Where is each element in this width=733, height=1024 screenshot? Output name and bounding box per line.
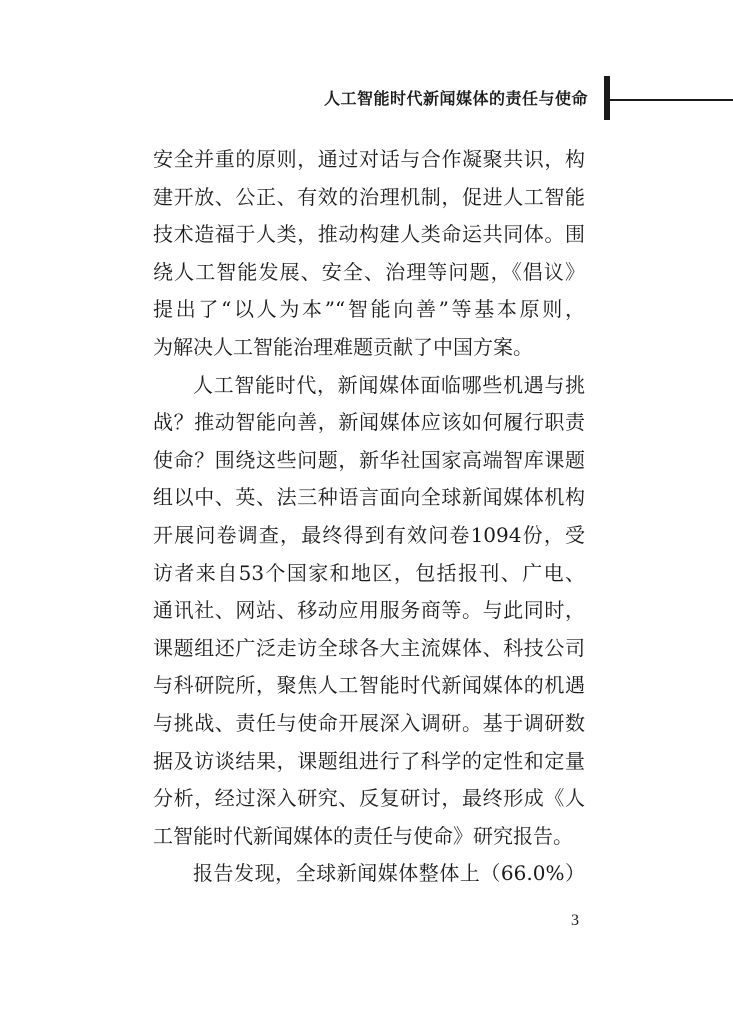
text-line: 技术造福于人类，推动构建人类命运共同体。围 — [153, 222, 585, 247]
header-rule — [610, 99, 733, 101]
text-line: 开展问卷调查，最终得到有效问卷1094份，受 — [153, 522, 585, 547]
text-line: 组以中、英、法三种语言面向全球新闻媒体机构 — [153, 485, 585, 510]
text-line: 为解决人工智能治理难题贡献了中国方案。 — [153, 334, 533, 359]
running-header-title: 人工智能时代新闻媒体的责任与使命 — [323, 89, 588, 108]
header-vertical-bar — [604, 76, 610, 120]
text-line: 人工智能时代，新闻媒体面临哪些机遇与挑 — [193, 372, 585, 397]
text-line: 安全并重的原则，通过对话与合作凝聚共识，构 — [153, 147, 585, 171]
text-line: 分析，经过深入研究、反复研讨，最终形成《人 — [153, 786, 585, 811]
text-line: 工智能时代新闻媒体的责任与使命》研究报告。 — [153, 823, 573, 848]
text-line: 与挑战、责任与使命开展深入调研。基于调研数 — [153, 710, 585, 735]
text-line: 战？推动智能向善，新闻媒体应该如何履行职责 — [153, 410, 585, 435]
text-line: 与科研院所，聚焦人工智能时代新闻媒体的机遇 — [153, 673, 585, 698]
text-line: 使命？围绕这些问题，新华社国家高端智库课题 — [153, 447, 585, 472]
text-line: 建开放、公正、有效的治理机制，促进人工智能 — [153, 184, 585, 209]
page-number: 3 — [571, 912, 579, 929]
text-line: 提出了“以人为本”“智能向善”等基本原则， — [153, 297, 585, 322]
text-line: 通讯社、网站、移动应用服务商等。与此同时， — [153, 598, 585, 623]
text-line: 绕人工智能发展、安全、治理等问题，《倡议》 — [153, 259, 585, 284]
text-line: 访者来自53个国家和地区，包括报刊、广电、 — [153, 560, 585, 585]
text-line: 据及访谈结果，课题组进行了科学的定性和定量 — [153, 748, 585, 773]
text-line: 报告发现，全球新闻媒体整体上（66.0%） — [193, 861, 585, 886]
body-text — [153, 141, 585, 893]
text-line: 课题组还广泛走访全球各大主流媒体、科技公司 — [153, 635, 585, 660]
